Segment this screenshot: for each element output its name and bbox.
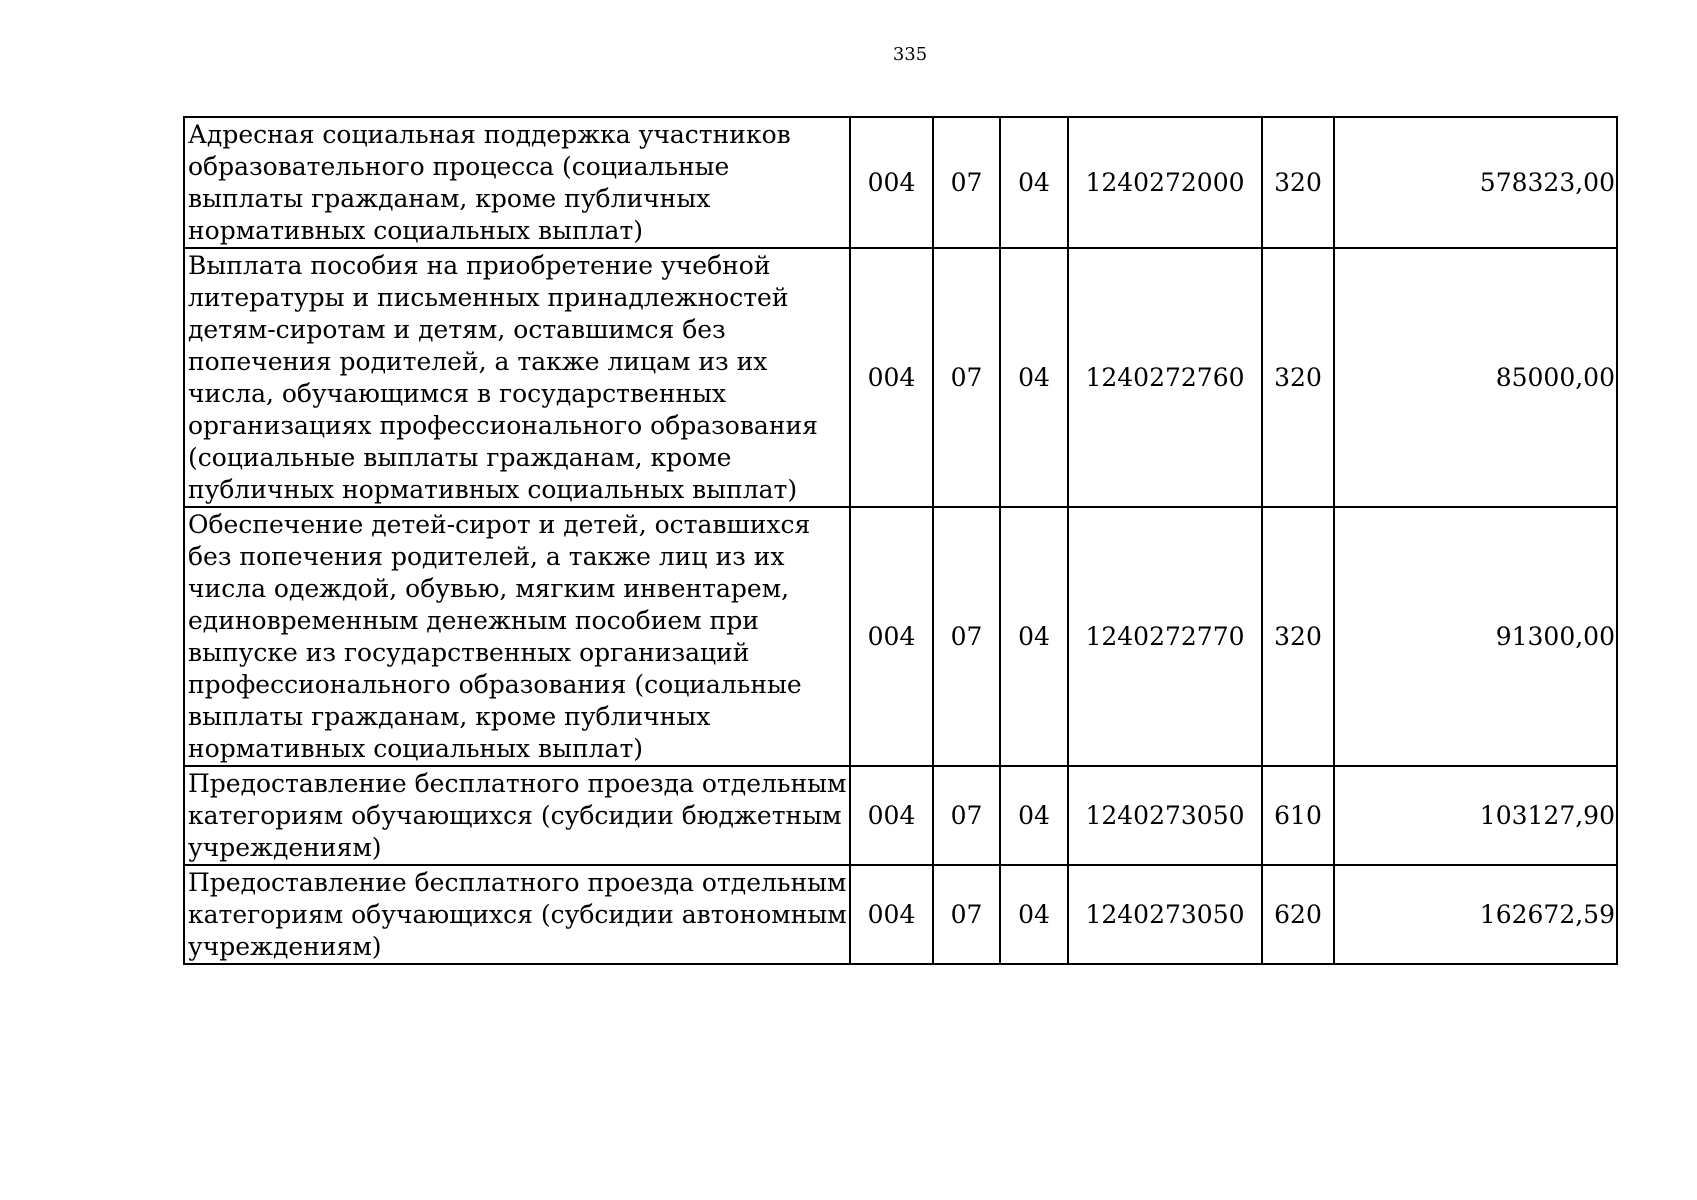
table-row <box>184 766 1617 865</box>
table-row <box>184 865 1617 964</box>
amount-value: 85000,00 <box>1334 248 1617 507</box>
target-article-code: 1240273050 <box>1068 865 1262 964</box>
row-description: Предоставление бесплатного проезда отдельным категориям обучающихся (субсидии бюджетным учреждениям) <box>184 766 850 865</box>
row-description: Выплата пособия на приобретение учебной литературы и письменных принадлежностей детям-сиротам и детям, оставшимся без попечения родителей, а также лицам из их числа, обучающимся в государственных организациях профессионального образования (социальные выплаты гражданам, кроме публичных нормативных социальных выплат) <box>184 248 850 507</box>
section-code: 07 <box>933 865 1000 964</box>
target-article-code: 1240272000 <box>1068 117 1262 248</box>
expense-type-code: 610 <box>1262 766 1334 865</box>
ministry-code: 004 <box>850 865 933 964</box>
row-description: Предоставление бесплатного проезда отдельным категориям обучающихся (субсидии автономным учреждениям) <box>184 865 850 964</box>
table-row <box>184 117 1617 248</box>
row-description: Адресная социальная поддержка участников образовательного процесса (социальные выплаты гражданам, кроме публичных нормативных социальных выплат) <box>184 117 850 248</box>
subsection-code: 04 <box>1000 117 1068 248</box>
target-article-code: 1240272760 <box>1068 248 1262 507</box>
expense-type-code: 620 <box>1262 865 1334 964</box>
expense-type-code: 320 <box>1262 117 1334 248</box>
subsection-code: 04 <box>1000 248 1068 507</box>
section-code: 07 <box>933 507 1000 766</box>
amount-value: 162672,59 <box>1334 865 1617 964</box>
subsection-code: 04 <box>1000 507 1068 766</box>
amount-value: 578323,00 <box>1334 117 1617 248</box>
page-number: 335 <box>892 44 928 65</box>
target-article-code: 1240273050 <box>1068 766 1262 865</box>
amount-value: 103127,90 <box>1334 766 1617 865</box>
expense-type-code: 320 <box>1262 248 1334 507</box>
ministry-code: 004 <box>850 766 933 865</box>
section-code: 07 <box>933 117 1000 248</box>
ministry-code: 004 <box>850 507 933 766</box>
ministry-code: 004 <box>850 248 933 507</box>
expense-type-code: 320 <box>1262 507 1334 766</box>
budget-table <box>183 116 1618 965</box>
subsection-code: 04 <box>1000 865 1068 964</box>
table-row <box>184 507 1617 766</box>
target-article-code: 1240272770 <box>1068 507 1262 766</box>
ministry-code: 004 <box>850 117 933 248</box>
row-description: Обеспечение детей-сирот и детей, оставшихся без попечения родителей, а также лиц из их числа одеждой, обувью, мягким инвентарем, единовременным денежным пособием при выпуске из государственных организаций профессионального образования (социальные выплаты гражданам, кроме публичных нормативных социальных выплат) <box>184 507 850 766</box>
subsection-code: 04 <box>1000 766 1068 865</box>
section-code: 07 <box>933 766 1000 865</box>
amount-value: 91300,00 <box>1334 507 1617 766</box>
section-code: 07 <box>933 248 1000 507</box>
table-row <box>184 248 1617 507</box>
